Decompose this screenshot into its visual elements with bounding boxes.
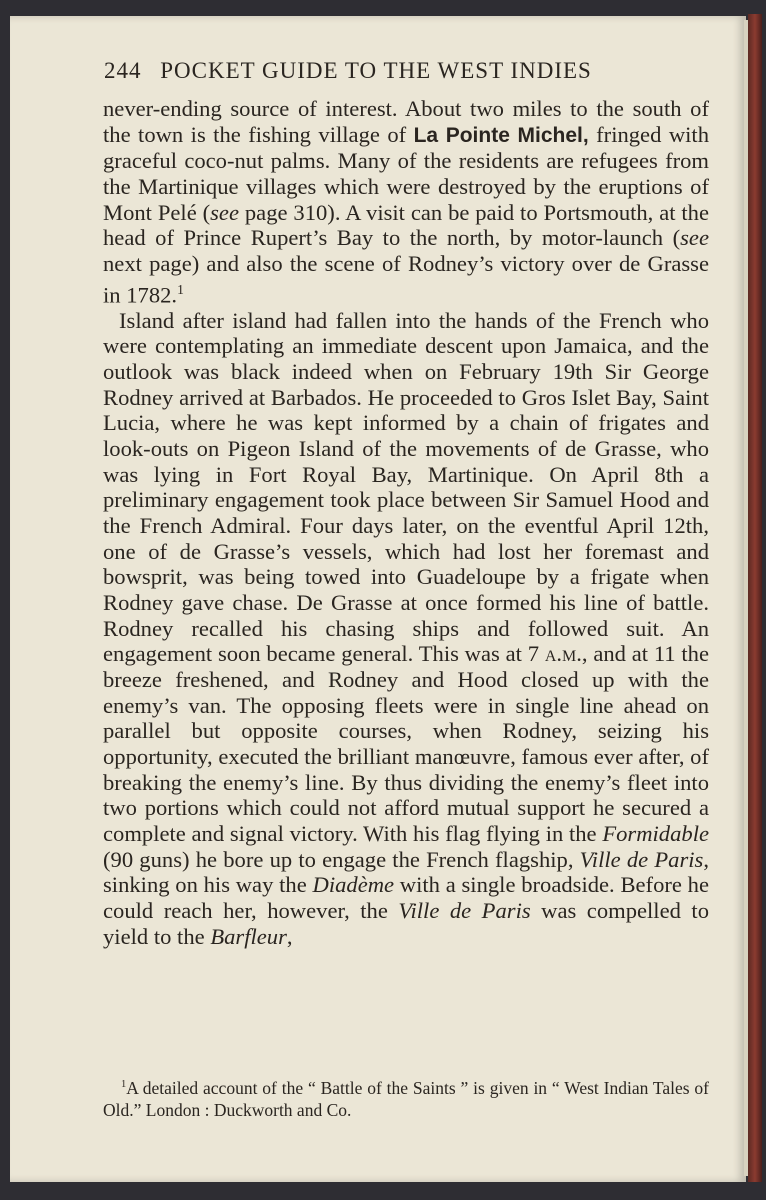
paragraph-2: Island after island had fallen into the hands of the French who were contemplating an immediate descent upon Jamaica, and the outlook was black indeed when on February 19th Sir George Rodney arrived at Barbados. He proceeded to Gros Islet Bay, Saint Lucia, where he was kept informed by a chain of frigates and look-outs on Pigeon Island of the movements of de Grasse, who was lying in Fort Royal Bay, Martinique. On April 8th a preliminary engagement took place between Sir Samuel Hood and the French Admiral. Four days later, on the eventful April 12th, one of de Grasse’s vessels, which had lost her foremast and bowsprit, was being towed into Guadeloupe by a frigate when Rodney gave chase. De Grasse at once formed his line of battle. Rodney recalled his chasing ships and followed suit. An engagement soon became general. This was at 7 a.m., and at 11 the breeze freshened, and Rodney and Hood closed up with the enemy’s van. The opposing fleets were in single line ahead on parallel but opposite courses, when Rodney, seizing his opportunity, executed the brilliant manœuvre, famous ever after, of breaking the enemy’s line. By thus dividing the enemy’s fleet into two portions which could not afford mutual support he secured a complete and signal victory. With his flag flying in the Formidable (90 guns) he bore up to engage the French flagship, Ville de Paris, sinking on his way the Diadème with a single broadside. Before he could reach her, however, the Ville de Paris was compelled to yield to the Barfleur, xyxy=(103,307,710,949)
page-edge-stack xyxy=(744,20,748,1176)
ship-name: Ville de Paris xyxy=(398,897,531,923)
page-number: 244 xyxy=(104,58,142,83)
book-edge xyxy=(748,14,762,1182)
footnote xyxy=(103,1074,709,1121)
ship-name: Ville de Paris xyxy=(579,846,704,872)
footnote-reference: 1 xyxy=(177,281,184,297)
body-text xyxy=(103,96,709,949)
footnote-text: A detailed account of the “ Battle of the Saints ” is given in “ West Indian Tales of Old.” London : Duckworth and Co. xyxy=(103,1077,709,1120)
running-header xyxy=(104,58,592,84)
ship-name: Barfleur xyxy=(210,923,287,949)
footnote-mark: 1 xyxy=(121,1079,127,1090)
running-title: POCKET GUIDE TO THE WEST INDIES xyxy=(160,58,592,83)
ship-name: Diadème xyxy=(312,872,395,898)
ship-name: Formidable xyxy=(602,820,709,846)
place-name-bold: La Pointe Michel, xyxy=(413,123,589,147)
paragraph-1: never-ending source of interest. About two miles to the south of the town is the fishing village of La Pointe Michel, fringed with graceful coco-nut palms. Many of the residents are refugees from the Martinique villages which were destroyed by the eruptions of Mont Pelé (see page 310). A visit can be paid to Portsmouth, at the head of Prince Rupert’s Bay to the north, by motor-launch (see next page) and also the scene of Rodney’s victory over de Grasse in 1782.$^1$ xyxy=(103,96,709,308)
